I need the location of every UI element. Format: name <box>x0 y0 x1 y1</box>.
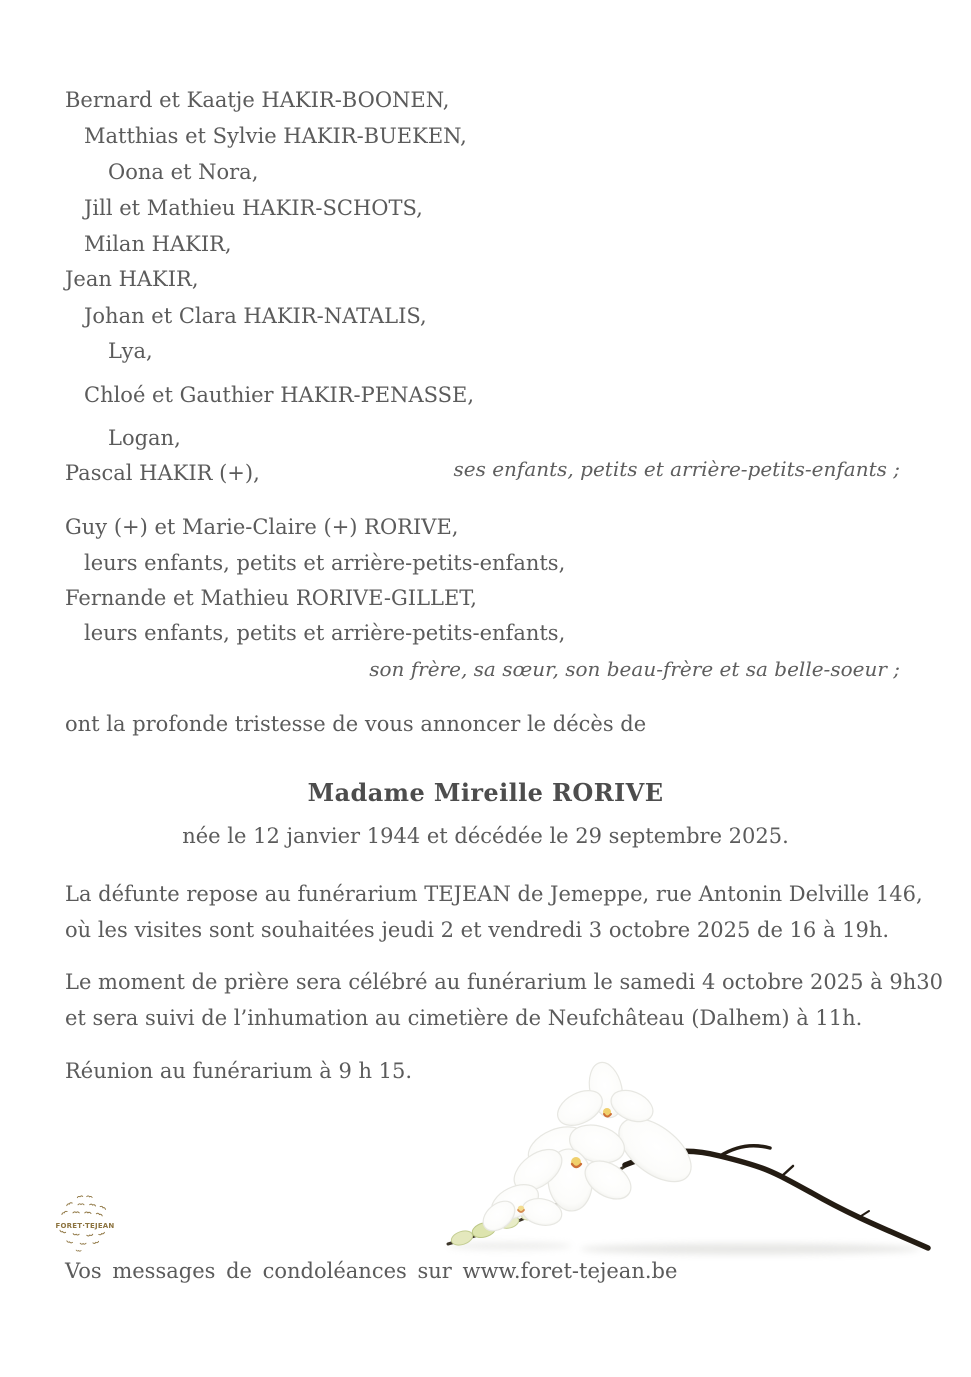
family-line: Bernard et Kaatje HAKIR-BOONEN, <box>65 88 450 112</box>
ceremony-line: et sera suivi de l’inhumation au cimetière de Neufchâteau (Dalhem) à 11h. <box>65 1006 863 1030</box>
family-line: Oona et Nora, <box>108 160 259 184</box>
logo-birds-top <box>61 1196 106 1216</box>
meeting-line: Réunion au funérarium à 9 h 15. <box>65 1059 413 1083</box>
family-line: Pascal HAKIR (+), <box>65 461 260 485</box>
family-line: leurs enfants, petits et arrière-petits-enfants, <box>84 551 566 575</box>
family-line: Fernande et Mathieu RORIVE-GILLET, <box>65 586 477 610</box>
condolences-message: Vos messages de condoléances sur www.foret-tejean.be <box>65 1259 678 1283</box>
family-line: Guy (+) et Marie-Claire (+) RORIVE, <box>65 515 459 539</box>
family-line: Logan, <box>108 426 181 450</box>
family-line: leurs enfants, petits et arrière-petits-enfants, <box>84 621 566 645</box>
orchid-flower-image <box>420 1052 940 1262</box>
announcement-intro: ont la profonde tristesse de vous annoncer le décès de <box>65 712 647 736</box>
life-dates: née le 12 janvier 1944 et décédée le 29 septembre 2025. <box>182 824 789 848</box>
deceased-name: Madame Mireille RORIVE <box>307 778 664 807</box>
relation-children-label: ses enfants, petits et arrière-petits-enfants ; <box>453 457 900 481</box>
ceremony-line: Le moment de prière sera célébré au funérarium le samedi 4 octobre 2025 à 9h30 <box>65 970 943 994</box>
ceremony-paragraph <box>65 964 943 1036</box>
repose-line: où les visites sont souhaitées jeudi 2 et vendredi 3 octobre 2025 de 16 à 19h. <box>65 918 890 942</box>
repose-paragraph <box>65 876 925 948</box>
foret-tejean-logo <box>53 1192 117 1260</box>
logo-brand-text: FORET·TEJEAN <box>55 1222 115 1230</box>
logo-birds-bottom <box>60 1230 105 1251</box>
family-line: Lya, <box>108 339 153 363</box>
family-line: Johan et Clara HAKIR-NATALIS, <box>84 304 427 328</box>
orchid-petals <box>477 1059 702 1236</box>
family-line: Jean HAKIR, <box>65 267 199 291</box>
family-line: Chloé et Gauthier HAKIR-PENASSE, <box>84 383 475 407</box>
family-line: Jill et Mathieu HAKIR-SCHOTS, <box>84 196 423 220</box>
relation-siblings-label: son frère, sa sœur, son beau-frère et sa belle-soeur ; <box>369 657 900 681</box>
repose-line: La défunte repose au funérarium TEJEAN de Jemeppe, rue Antonin Delville 146, <box>65 882 923 906</box>
family-line: Matthias et Sylvie HAKIR-BUEKEN, <box>84 124 467 148</box>
family-line: Milan HAKIR, <box>84 232 232 256</box>
